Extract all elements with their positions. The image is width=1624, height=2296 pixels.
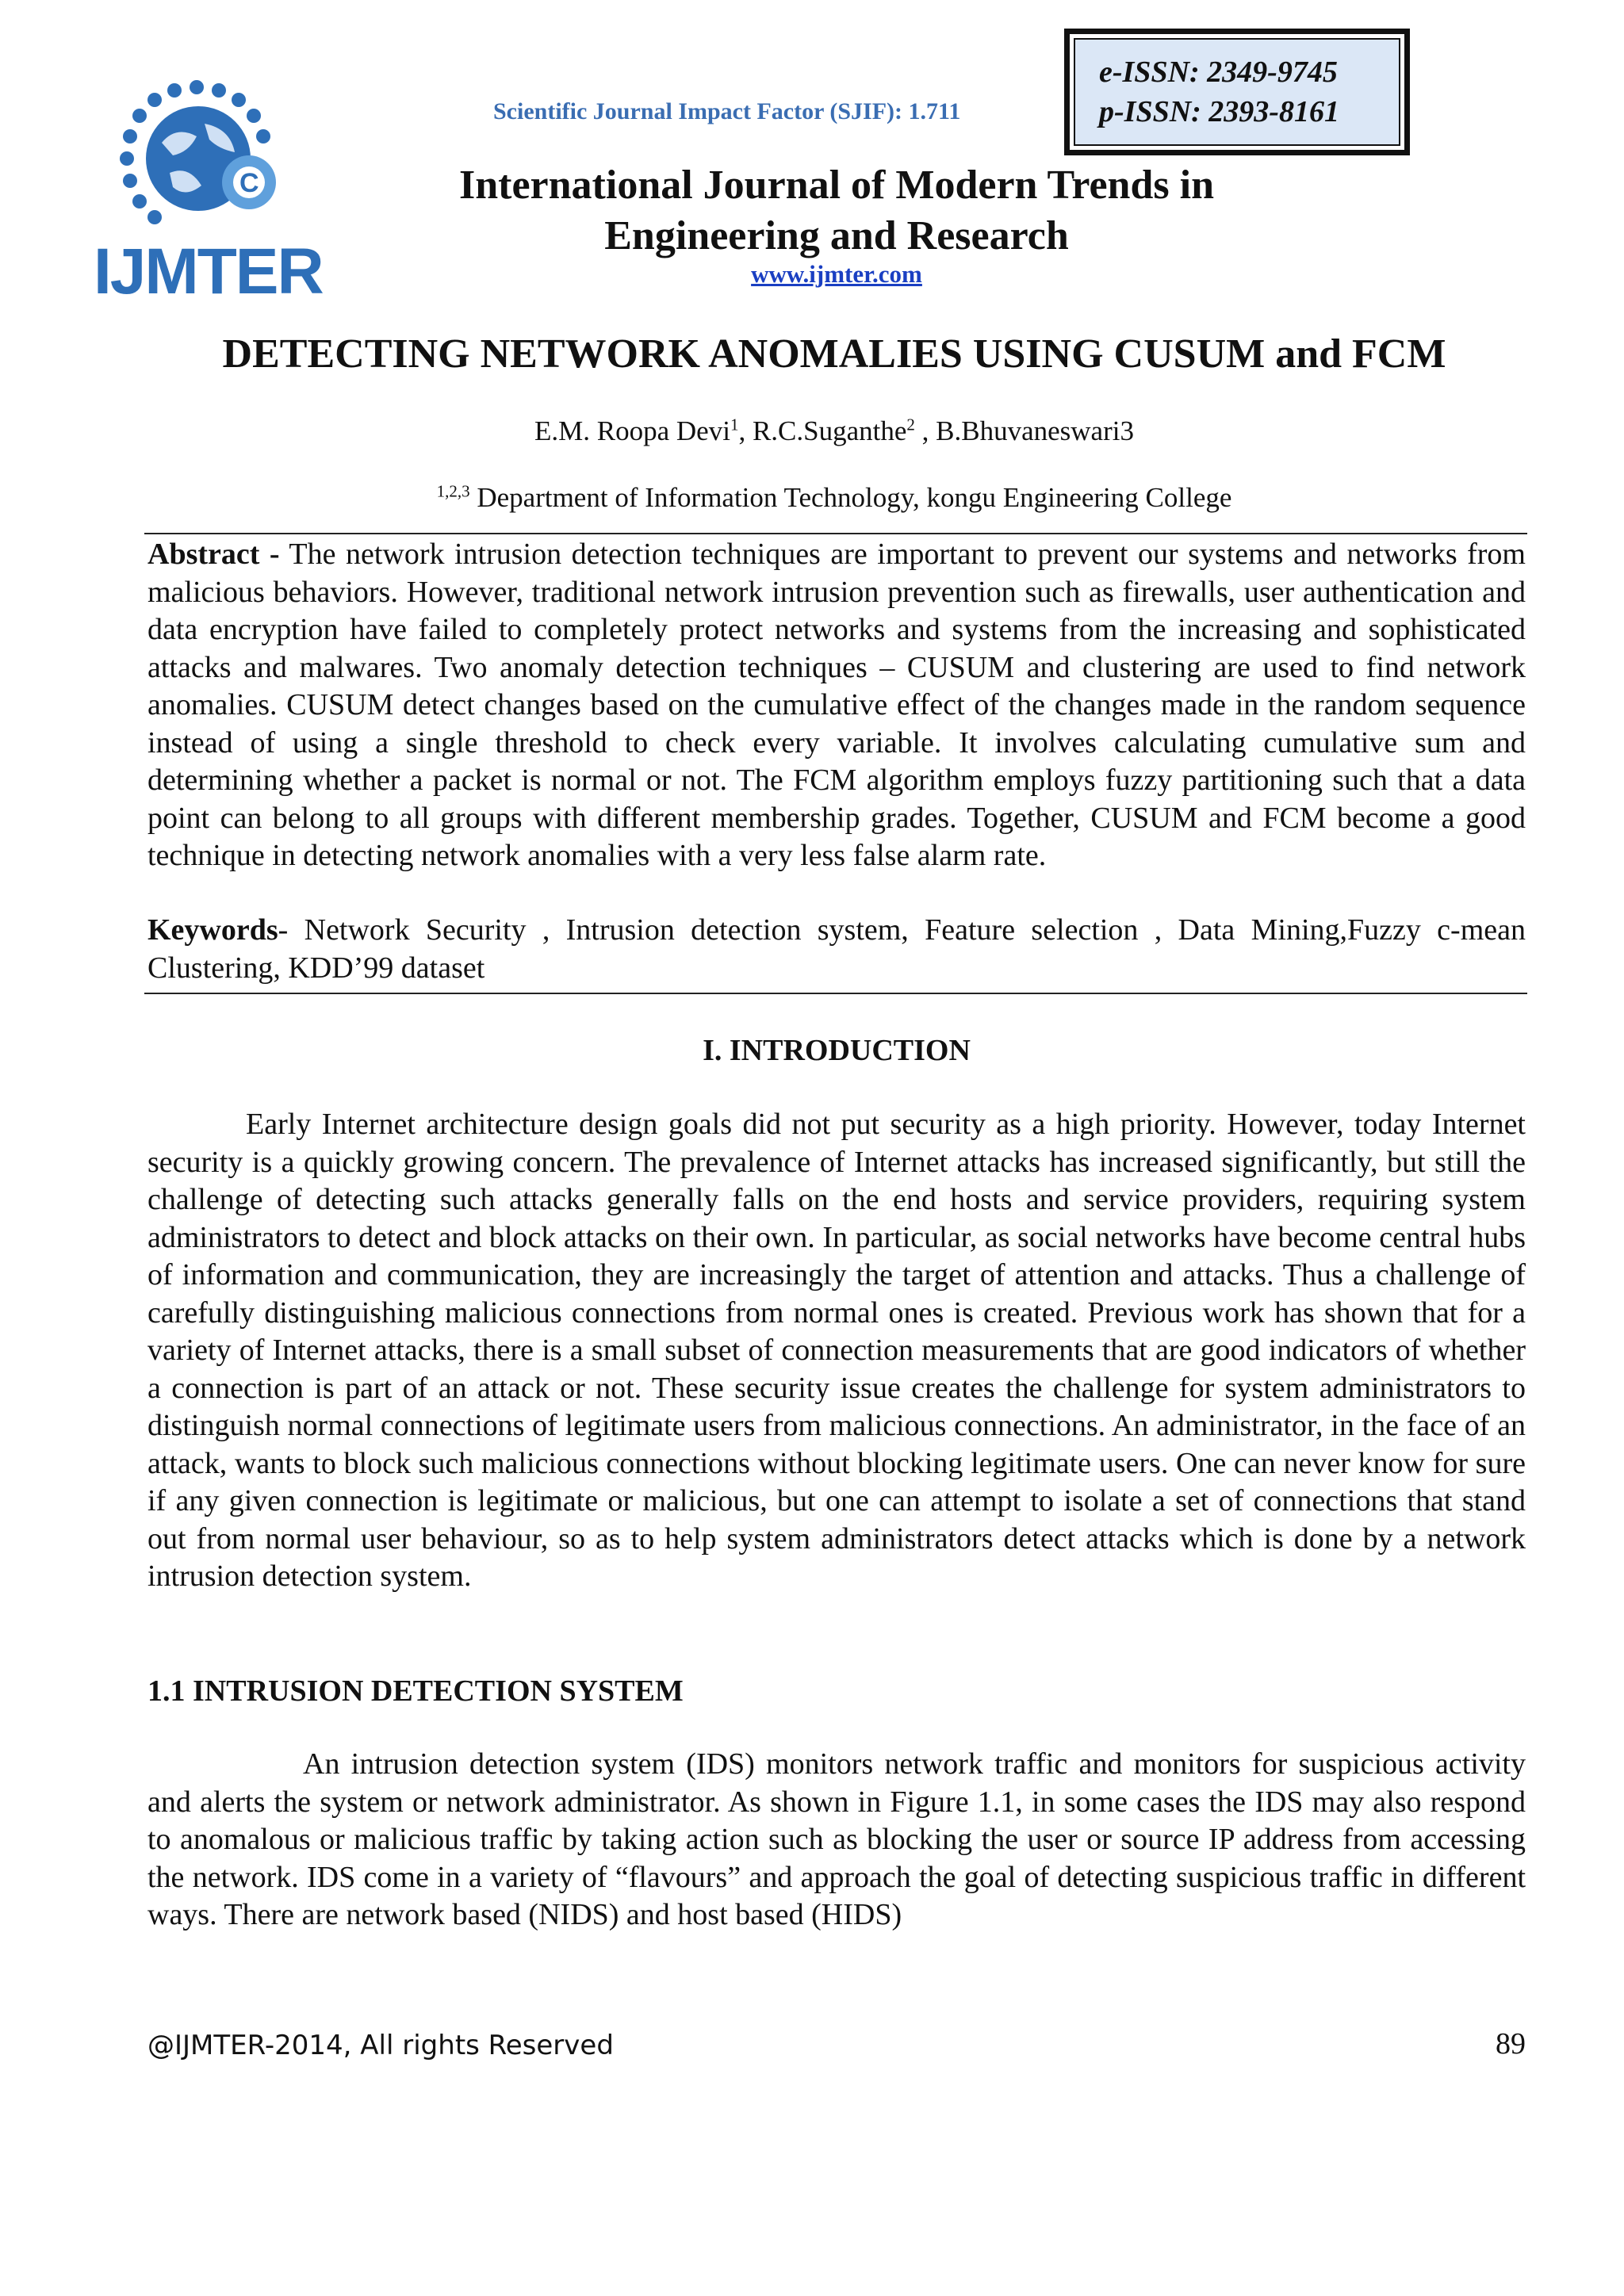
author-list bbox=[95, 412, 1573, 450]
author-name: R.C.Suganthe bbox=[752, 415, 907, 446]
author-separator: , bbox=[914, 415, 936, 446]
affiliation-text: Department of Information Technology, kongu Engineering College bbox=[477, 482, 1232, 513]
section-heading-introduction: I. INTRODUCTION bbox=[703, 1034, 971, 1067]
abstract-text: The network intrusion detection techniques are important to prevent our systems and networks from malicious behaviors. However, traditional network intrusion prevention such as firewalls, user authentication and data encryption have failed to completely protect networks and systems from the increasing and sophisticated attacks and malwares. Two anomaly detection techniques – CUSUM and clustering are used to find network anomalies. CUSUM detect changes based on the cumulative effect of the changes made in the random sequence instead of using a single threshold to check every variable. It involves calculating cumulative sum and determining whether a packet is normal or not. The FCM algorithm employs fuzzy partitioning such that a data point can belong to all groups with different membership grades. Together, CUSUM and FCM become a good technique in detecting network anomalies with a very less false alarm rate. bbox=[147, 538, 1526, 872]
section-body-introduction: Early Internet architecture design goals did not put security as a high priority. However, today Internet security is a quickly growing concern. The prevalence of Internet attacks has increased significantly, but still the challenge of detecting such attacks generally falls on the end hosts and service providers, requiring system administrators to detect and block attacks on their own. In particular, as social networks have become central hubs of information and communication, they are increasingly the target of attention and attacks. Thus a challenge of carefully distinguishing malicious connections from normal ones is created. Previous work has shown that for a variety of Internet attacks, there is a small subset of connection measurements that are good indicators of whether a connection is part of an attack or not. These security issue creates the challenge for system administrators to distinguish normal connections of legitimate users from malicious connections. An administrator, in the face of an attack, wants to block such malicious connections without blocking legitimate users. One can never know for sure if any given connection is legitimate or malicious, but one can attempt to isolate a set of connections that stand out from normal user behaviour, so as to help system administrators detect attacks which is done by a network intrusion detection system. bbox=[147, 1108, 1526, 1593]
sjif-label: Scientific Journal Impact Factor (SJIF): 1.711 bbox=[493, 98, 961, 124]
abstract-top-rule bbox=[144, 533, 1527, 534]
svg-text:C: C bbox=[239, 168, 259, 198]
abstract-bottom-rule bbox=[144, 993, 1527, 994]
author-affil-mark: 2 bbox=[906, 415, 915, 434]
author-name: E.M. Roopa Devi bbox=[534, 415, 730, 446]
author-affil-mark: 1 bbox=[730, 415, 739, 434]
keywords-text: - Network Security , Intrusion detection system, Feature selection , Data Mining,Fuzzy c-mean Clustering, KDD’99 dataset bbox=[147, 913, 1526, 985]
author-separator: , bbox=[738, 415, 753, 446]
affiliation-mark: 1,2,3 bbox=[436, 481, 470, 501]
keywords bbox=[147, 912, 1526, 987]
abstract-label: Abstract - bbox=[147, 538, 280, 571]
paper-title: DETECTING NETWORK ANOMALIES USING CUSUM and FCM bbox=[222, 331, 1446, 377]
journal-url-link[interactable]: www.ijmter.com bbox=[751, 260, 922, 288]
issn-panel bbox=[1074, 38, 1400, 146]
affiliation bbox=[95, 479, 1573, 517]
logo-wordmark: IJMTER bbox=[94, 235, 323, 308]
abstract bbox=[147, 536, 1526, 875]
page-number: 89 bbox=[1496, 2027, 1526, 2061]
issn-box bbox=[1064, 29, 1410, 155]
section-heading-ids: 1.1 INTRUSION DETECTION SYSTEM bbox=[147, 1674, 684, 1708]
footer-copyright: @IJMTER-2014, All rights Reserved bbox=[147, 2030, 614, 2061]
section-body-ids: An intrusion detection system (IDS) monitors network traffic and monitors for suspicious activity and alerts the system or network administrator. As shown in Figure 1.1, in some cases the IDS may also respond to anomalous or malicious traffic by taking action such as blocking the user or source IP address from accessing the network. IDS come in a variety of “flavours” and approach the goal of detecting suspicious traffic in different ways. There are network based (NIDS) and host based (HIDS) bbox=[147, 1747, 1526, 1931]
keywords-label: Keywords bbox=[147, 913, 278, 947]
journal-title: International Journal of Modern Trends in Engineering and Research bbox=[459, 163, 1214, 258]
e-issn: e-ISSN: 2349-9745 bbox=[1099, 55, 1338, 89]
p-issn: p-ISSN: 2393-8161 bbox=[1099, 95, 1339, 128]
author-name: B.Bhuvaneswari3 bbox=[936, 415, 1134, 446]
